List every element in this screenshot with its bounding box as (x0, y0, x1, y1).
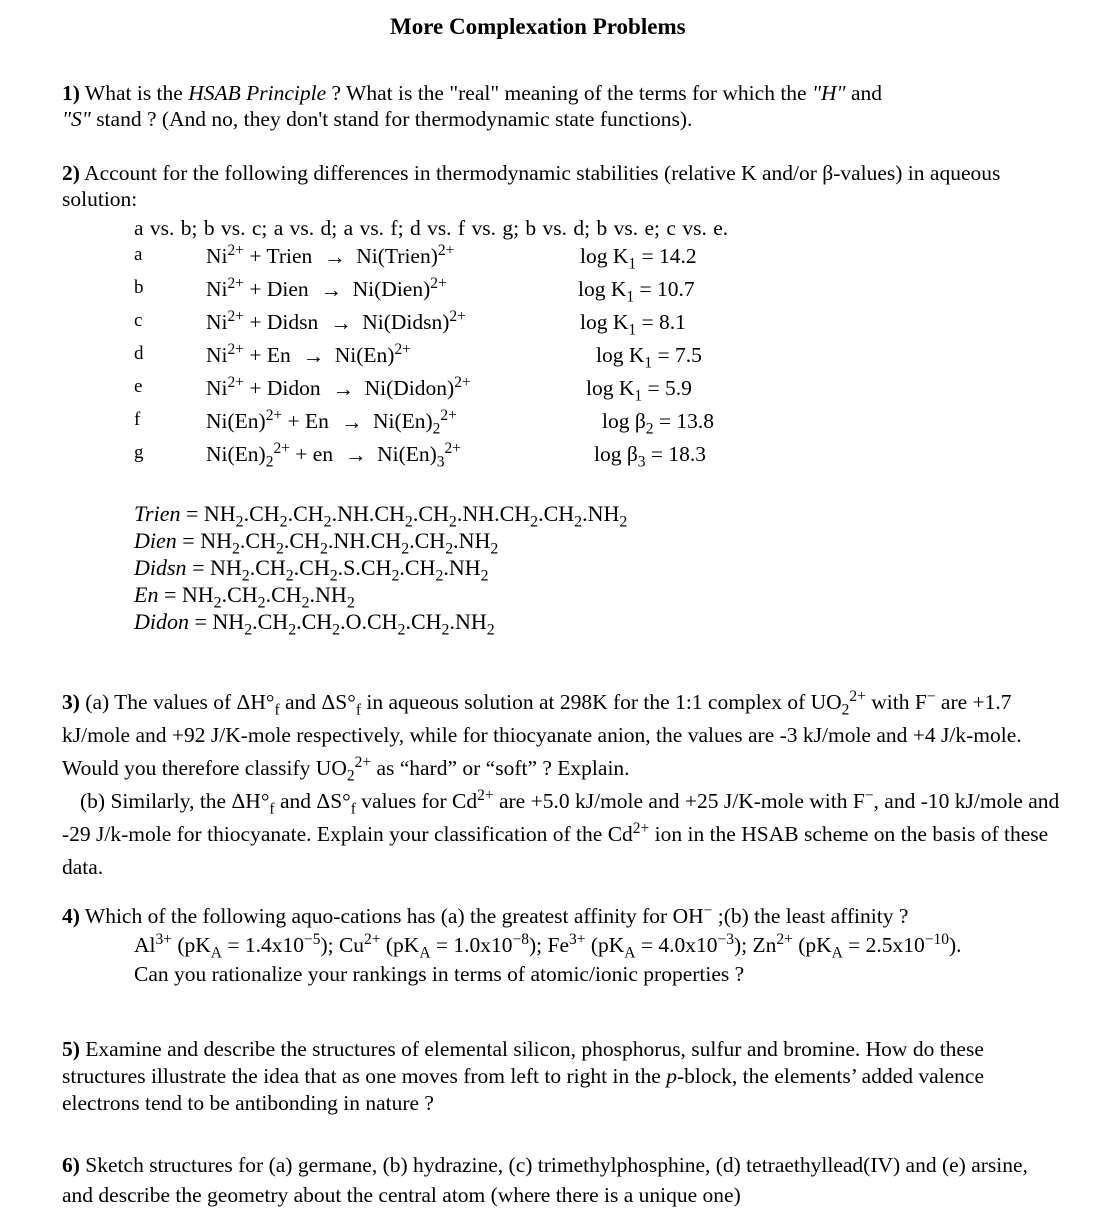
ligand-definitions (134, 500, 628, 639)
reaction-label: d (134, 343, 144, 364)
right-arrow-icon: → (330, 311, 352, 335)
product: $Ni(En)^{2+}$ (334, 340, 411, 367)
right-arrow-icon: → (340, 410, 363, 434)
reactants: $Ni^{2+}$ + Trien (206, 241, 313, 268)
reaction-label: a (134, 244, 143, 265)
ligand-definition: Didon = $NH_2.CH_2.CH_2.O.CH_2.CH_2.NH_2$ (134, 609, 495, 639)
reactants: $Ni^{2+} + En$ (206, 340, 291, 367)
question-2: 2) Account for the following differences in thermodynamic stabilities (relative K and/or β-values) in aqueous solution: (62, 161, 1001, 211)
question-number: 5) (62, 1037, 80, 1061)
ligand-definition: Trien = $NH_2.CH_2.CH_2.NH.CH_2.CH_2.NH.CH_2.CH_2.NH_2$ (134, 501, 628, 531)
question-number: 3) (62, 690, 80, 714)
right-arrow-icon: → (302, 344, 325, 368)
reaction-label: g (134, 442, 144, 463)
stability-constant: $\log K_1 = 10.7$ (578, 277, 695, 306)
question-6: 6) Sketch structures for (a) germane, (b) hydrazine, (c) trimethylphosphine, (d) tetraethyllead(IV) and (e) arsine, and describe the geometry about the central atom (where there is a unique one) (62, 1153, 1028, 1207)
page-title: More Complexation Problems (390, 14, 686, 39)
comparison-list: a vs. b; b vs. c; a vs. d; a vs. f; d vs. f vs. g; b vs. d; b vs. e; c vs. e. (134, 216, 729, 240)
ligand-formula: $NH_2.CH_2.CH_2.NH_2$ (181, 582, 355, 612)
question-1: 1) What is the HSAB Principle ? What is the "real" meaning of the terms for which the "H" and "S" stand ? (And no, they don't stand for thermodynamic state functions). (62, 81, 882, 131)
ligand-definition: Dien = $NH_2.CH_2.CH_2.NH.CH_2.CH_2.NH_2$ (134, 528, 499, 558)
product: $Ni(En)_3^{2+}$ (377, 439, 461, 471)
ligand-name: Didsn (134, 555, 187, 580)
product: Ni(Trien)$^{2+}$ (356, 241, 455, 268)
ligand-name: En (134, 582, 159, 607)
stability-constant: $\log K_1 = 8.1$ (580, 310, 686, 339)
ligand-formula: $NH_2.CH_2.CH_2.O.CH_2.CH_2.NH_2$ (212, 609, 495, 639)
right-arrow-icon: → (345, 443, 367, 467)
stability-constant: $\log \beta_3 = 18.3$ (594, 442, 707, 471)
reaction-label: f (134, 409, 141, 430)
rationalize-prompt: Can you rationalize your rankings in terms of atomic/ionic properties ? (134, 962, 745, 986)
stability-constant: $\log \beta_2 = 13.8$ (602, 409, 715, 438)
right-arrow-icon: → (320, 278, 343, 302)
ligand-name: Dien (134, 528, 177, 553)
ligand-name: Trien (134, 501, 181, 526)
reactants: $Ni(En)^{2+} + En$ (206, 406, 329, 433)
stability-constant: $\log K_1 = 5.9$ (586, 376, 692, 405)
ligand-definition: $En = NH_2.CH_2.CH_2.NH_2$ (134, 582, 355, 612)
product: Ni(Didon)$^{2+}$ (364, 373, 471, 400)
right-arrow-icon: → (324, 245, 346, 269)
reaction-label: c (134, 310, 143, 331)
reactants: $Ni^{2+}$ + Dien (206, 274, 309, 301)
reaction-label: e (134, 376, 143, 397)
question-3-part-a: (a) The values of $\Delta H^\circ_f$ and $\Delta S^\circ_f$ in aqueous solution at 298K for the 1:1 complex of $UO_2^{2+}$ with F− are +1.7 kJ/mole and +92 J/K-mole respectively, while for thiocyanate anion, the values are -3 kJ/mole and +4 J/k-mole. Would you therefore classify $UO_2^{2+}$ as “hard” or “soft” ? Explain. (62, 687, 1022, 785)
question-number: 2) (62, 161, 80, 185)
ligand-formula: $NH_2.CH_2.CH_2.S.CH_2.CH_2.NH_2$ (209, 555, 489, 585)
question-5: 5) Examine and describe the structures of elemental silicon, phosphorus, sulfur and bromine. How do these structures illustrate the idea that as one moves from left to right in the p-block, the elements’ added valence electrons tend to be antibonding in nature ? (62, 1037, 985, 1115)
product: Ni(Dien)$^{2+}$ (352, 274, 447, 301)
stability-constant: $\log K_1 = 14.2$ (580, 244, 697, 273)
cation-list: $Al^{3+}$ $(pK_A = 1.4x10^{-5})$; $Cu^{2+}$ $(pK_A = 1.0x10^{-8})$; $Fe^{3+}$ $(pK_A = 4.0x10^{-3})$; $Zn^{2+}$ $(pK_A = 2.5x10^{-10})$. (134, 930, 962, 962)
question-3 (62, 686, 1062, 884)
question-number: 4) (62, 904, 80, 928)
product: Ni(Didsn)$^{2+}$ (362, 307, 466, 334)
question-4: 4) Which of the following aquo-cations has (a) the greatest affinity for OH− ;(b) the least affinity ? $Al^{3+}$ $(pK_A = 1.4x10^{-5})$; $Cu^{2+}$ $(pK_A = 1.0x10^{-8})$; $Fe^{3+}$ $(pK_A = 4.0x10^{-3})$; $Zn^{2+}$ $(pK_A = 2.5x10^{-10})$. Can you rationalize your rankings in terms of atomic/ionic properties ? (62, 901, 962, 986)
reaction-label: b (134, 277, 144, 298)
question-number: 6) (62, 1153, 80, 1177)
reactants: $Ni(En)_2^{2+}$ + en (206, 439, 334, 471)
ligand-formula: $NH_2.CH_2.CH_2.NH.CH_2.CH_2.NH.CH_2.CH_2.NH_2$ (203, 501, 628, 531)
ligand-formula: $NH_2.CH_2.CH_2.NH.CH_2.CH_2.NH_2$ (200, 528, 499, 558)
ligand-name: Didon (134, 609, 189, 634)
question-number: 1) (62, 81, 80, 105)
stability-constant: $\log K_1 = 7.5$ (596, 343, 702, 372)
reactants: $Ni^{2+}$ + Didsn (206, 307, 319, 334)
ligand-definition: Didsn = $NH_2.CH_2.CH_2.S.CH_2.CH_2.NH_2$ (134, 555, 489, 585)
reactants: $Ni^{2+}$ + Didon (206, 373, 321, 400)
question-3-part-b: (b) Similarly, the $\Delta H^\circ_f$ and $\Delta S^\circ_f$ values for $Cd^{2+}$ are +5.0 kJ/mole and +25 J/K-mole with F−, and -10 kJ/mole and -29 J/k-mole for thiocyanate. Explain your classification of the $Cd^{2+}$ ion in the HSAB scheme on the basis of these data. (62, 786, 1060, 879)
right-arrow-icon: → (332, 377, 355, 401)
product: $Ni(En)_2^{2+}$ (372, 406, 457, 438)
